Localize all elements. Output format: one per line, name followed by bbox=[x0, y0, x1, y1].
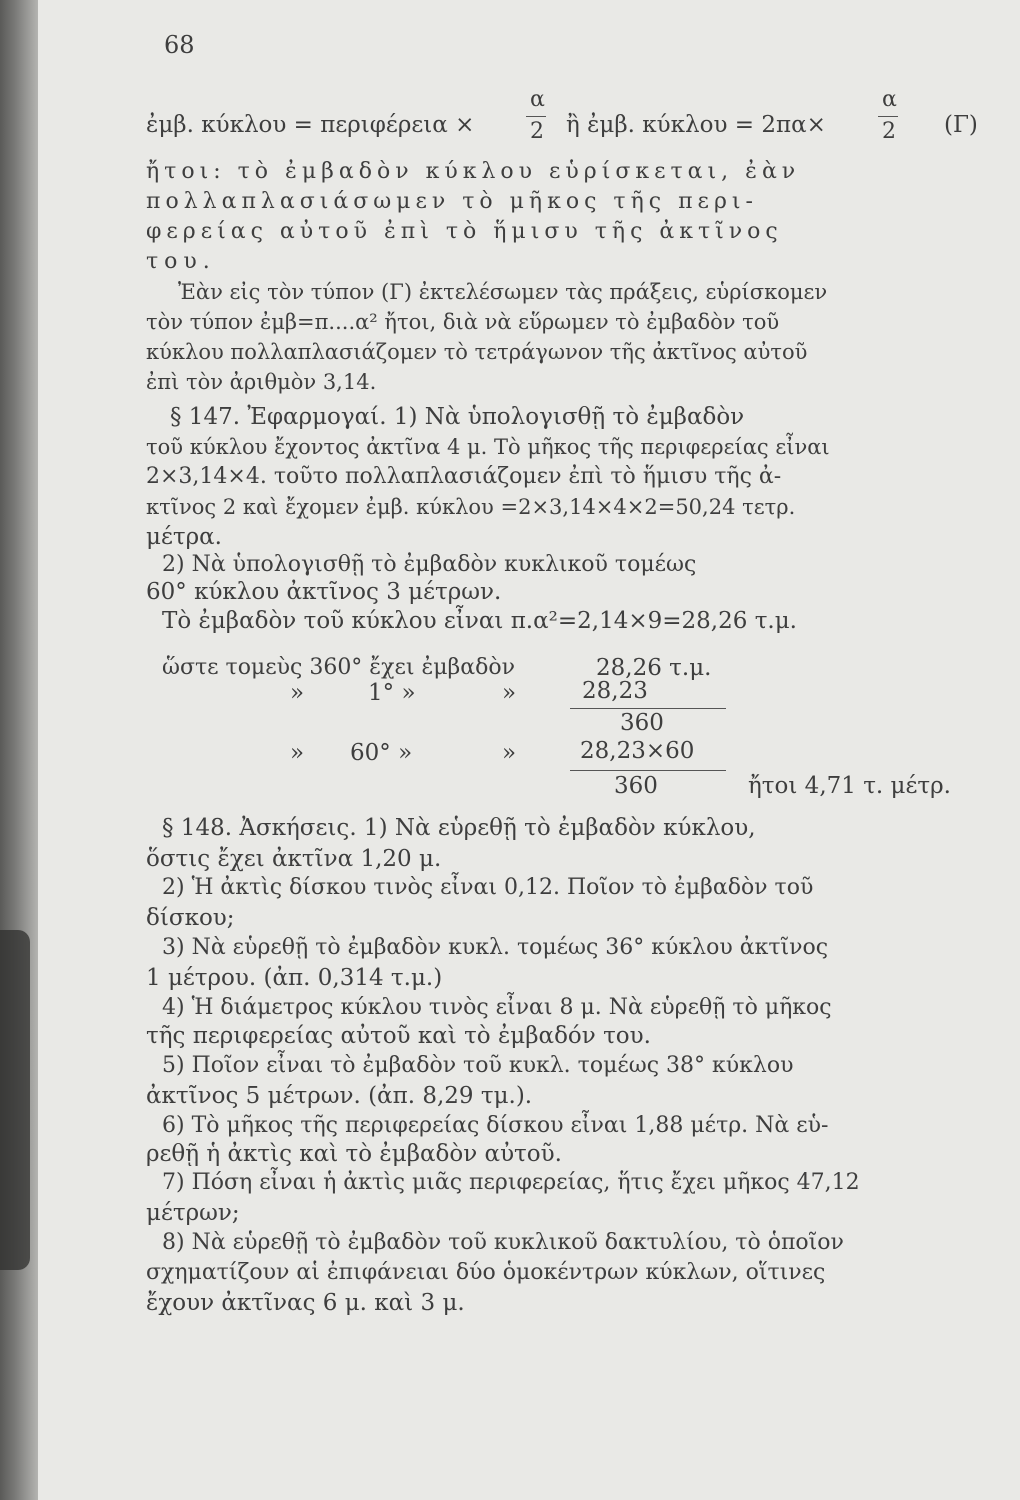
table-row-2-quote-2: » bbox=[502, 680, 517, 706]
table-row-3-quote-2: » bbox=[502, 740, 517, 766]
text-line: πολλαπλασιάσωμεν τὸ μῆκος τῆς περι- bbox=[146, 189, 758, 214]
text-line: ἐπὶ τὸν ἀριθμὸν 3,14. bbox=[146, 370, 377, 394]
table-row-1-label: ὥστε τομεὺς 360° ἔχει ἐμβαδὸν bbox=[162, 655, 515, 680]
formula-label: (Γ) bbox=[944, 112, 978, 138]
formula-alpha-2: α bbox=[882, 87, 897, 112]
table-row-3-quote: » bbox=[290, 740, 305, 766]
fraction-bar-1 bbox=[526, 116, 546, 117]
text-line: τὸν τύπον ἐμβ=π....α² ἤτοι, διὰ νὰ εὕρωμεν τὸ ἐμβαδὸν τοῦ bbox=[146, 310, 780, 334]
formula-left: ἐμβ. κύκλου = περιφέρεια × bbox=[146, 112, 475, 138]
text-line: τοῦ κύκλου ἔχοντος ἀκτῖνα 4 μ. Τὸ μῆκος τῆς περιφερείας εἶναι bbox=[146, 435, 830, 459]
section-148-heading: § 148. Ἀσκήσεις. 1) Νὰ εὑρεθῇ τὸ ἐμβαδὸν κύκλου, bbox=[162, 815, 756, 841]
formula-two-2: 2 bbox=[882, 119, 896, 144]
exercise-line: ἀκτῖνος 5 μέτρων. (ἀπ. 8,29 τμ.). bbox=[146, 1083, 533, 1109]
exercise-line: 4) Ἡ διάμετρος κύκλου τινὸς εἶναι 8 μ. Νὰ εὑρεθῇ τὸ μῆκος bbox=[162, 995, 832, 1020]
exercise-line: ρεθῇ ἡ ἀκτὶς καὶ τὸ ἐμβαδὸν αὐτοῦ. bbox=[146, 1141, 562, 1167]
exercise-line: 3) Νὰ εὑρεθῇ τὸ ἐμβαδὸν κυκλ. τομέως 36° κύκλου ἀκτῖνος bbox=[162, 935, 829, 960]
table-row-2-quote: » bbox=[290, 680, 305, 706]
exercise-line: 1 μέτρου. (ἀπ. 0,314 τ.μ.) bbox=[146, 965, 443, 991]
table-row-2-numerator: 28,23 bbox=[582, 678, 648, 704]
table-row-3-denominator: 360 bbox=[614, 773, 658, 799]
exercise-line: ἔχουν ἀκτῖνας 6 μ. καὶ 3 μ. bbox=[146, 1290, 465, 1316]
exercise-line: 6) Τὸ μῆκος τῆς περιφερείας δίσκου εἶναι 1,88 μέτρ. Νὰ εὑ- bbox=[162, 1113, 829, 1138]
table-row-1-value: 28,26 τ.μ. bbox=[596, 655, 712, 681]
formula-two-1: 2 bbox=[530, 119, 544, 144]
text-line: κύκλου πολλαπλασιάζομεν τὸ τετράγωνον τῆς ἀκτῖνος αὐτοῦ bbox=[146, 340, 808, 364]
text-line: Ἐὰν εἰς τὸν τύπον (Γ) ἐκτελέσωμεν τὰς πράξεις, εὑρίσκομεν bbox=[178, 280, 828, 304]
exercise-line: 2) Ἡ ἀκτὶς δίσκου τινὸς εἶναι 0,12. Ποῖον τὸ ἐμβαδὸν τοῦ bbox=[162, 875, 814, 900]
page-stain bbox=[0, 930, 30, 1270]
table-row-2-degree: 1° » bbox=[368, 680, 416, 706]
text-line: φερείας αὐτοῦ ἐπὶ τὸ ἥμισυ τῆς ἀκτῖνος bbox=[146, 219, 783, 244]
text-line: Τὸ ἐμβαδὸν τοῦ κύκλου εἶναι π.α²=2,14×9=28,26 τ.μ. bbox=[162, 608, 797, 634]
exercise-line: 5) Ποῖον εἶναι τὸ ἐμβαδὸν τοῦ κυκλ. τομέως 38° κύκλου bbox=[162, 1053, 794, 1078]
table-row-2-denominator: 360 bbox=[620, 710, 664, 736]
text-line: κτῖνος 2 καὶ ἔχομεν ἐμβ. κύκλου =2×3,14×4×2=50,24 τετρ. bbox=[146, 495, 796, 519]
exercise-line: μέτρων; bbox=[146, 1200, 240, 1226]
text-line: μέτρα. bbox=[146, 524, 222, 550]
exercise-line: δίσκου; bbox=[146, 905, 235, 931]
table-row-3-degree: 60° » bbox=[350, 740, 413, 766]
exercise-line: 8) Νὰ εὑρεθῇ τὸ ἐμβαδὸν τοῦ κυκλικοῦ δακτυλίου, τὸ ὁποῖον bbox=[162, 1230, 844, 1255]
text-line: του. bbox=[146, 249, 216, 274]
exercise-line: 7) Πόση εἶναι ἡ ἀκτὶς μιᾶς περιφερείας, ἥτις ἔχει μῆκος 47,12 bbox=[162, 1170, 860, 1195]
text-line: 60° κύκλου ἀκτῖνος 3 μέτρων. bbox=[146, 579, 502, 605]
table-row-3-numerator: 28,23×60 bbox=[580, 738, 695, 764]
text-line: ἤτοι: τὸ ἐμβαδὸν κύκλου εὑρίσκεται, ἐὰν bbox=[146, 159, 801, 184]
exercise-line: τῆς περιφερείας αὐτοῦ καὶ τὸ ἐμβαδόν του. bbox=[146, 1023, 651, 1049]
book-binding-edge bbox=[0, 0, 38, 1500]
section-147-heading: § 147. Ἐφαρμογαί. 1) Νὰ ὑπολογισθῇ τὸ ἐμβαδὸν bbox=[170, 404, 745, 430]
exercise-line: σχηματίζουν αἱ ἐπιφάνειαι δύο ὁμοκέντρων κύκλων, οἵτινες bbox=[146, 1260, 826, 1285]
page-number: 68 bbox=[164, 31, 195, 59]
text-line: 2×3,14×4. τοῦτο πολλαπλασιάζομεν ἐπὶ τὸ ἥμισυ τῆς ἀ- bbox=[146, 464, 782, 489]
exercise-line: ὅστις ἔχει ἀκτῖνα 1,20 μ. bbox=[146, 846, 442, 872]
fraction-bar-2 bbox=[878, 116, 898, 117]
text-line: 2) Νὰ ὑπολογισθῇ τὸ ἐμβαδὸν κυκλικοῦ τομέως bbox=[162, 552, 697, 577]
table-row-3-result: ἤτοι 4,71 τ. μέτρ. bbox=[748, 773, 951, 799]
formula-mid: ἢ ἐμβ. κύκλου = 2πα× bbox=[566, 112, 826, 138]
formula-alpha-1: α bbox=[530, 87, 545, 112]
